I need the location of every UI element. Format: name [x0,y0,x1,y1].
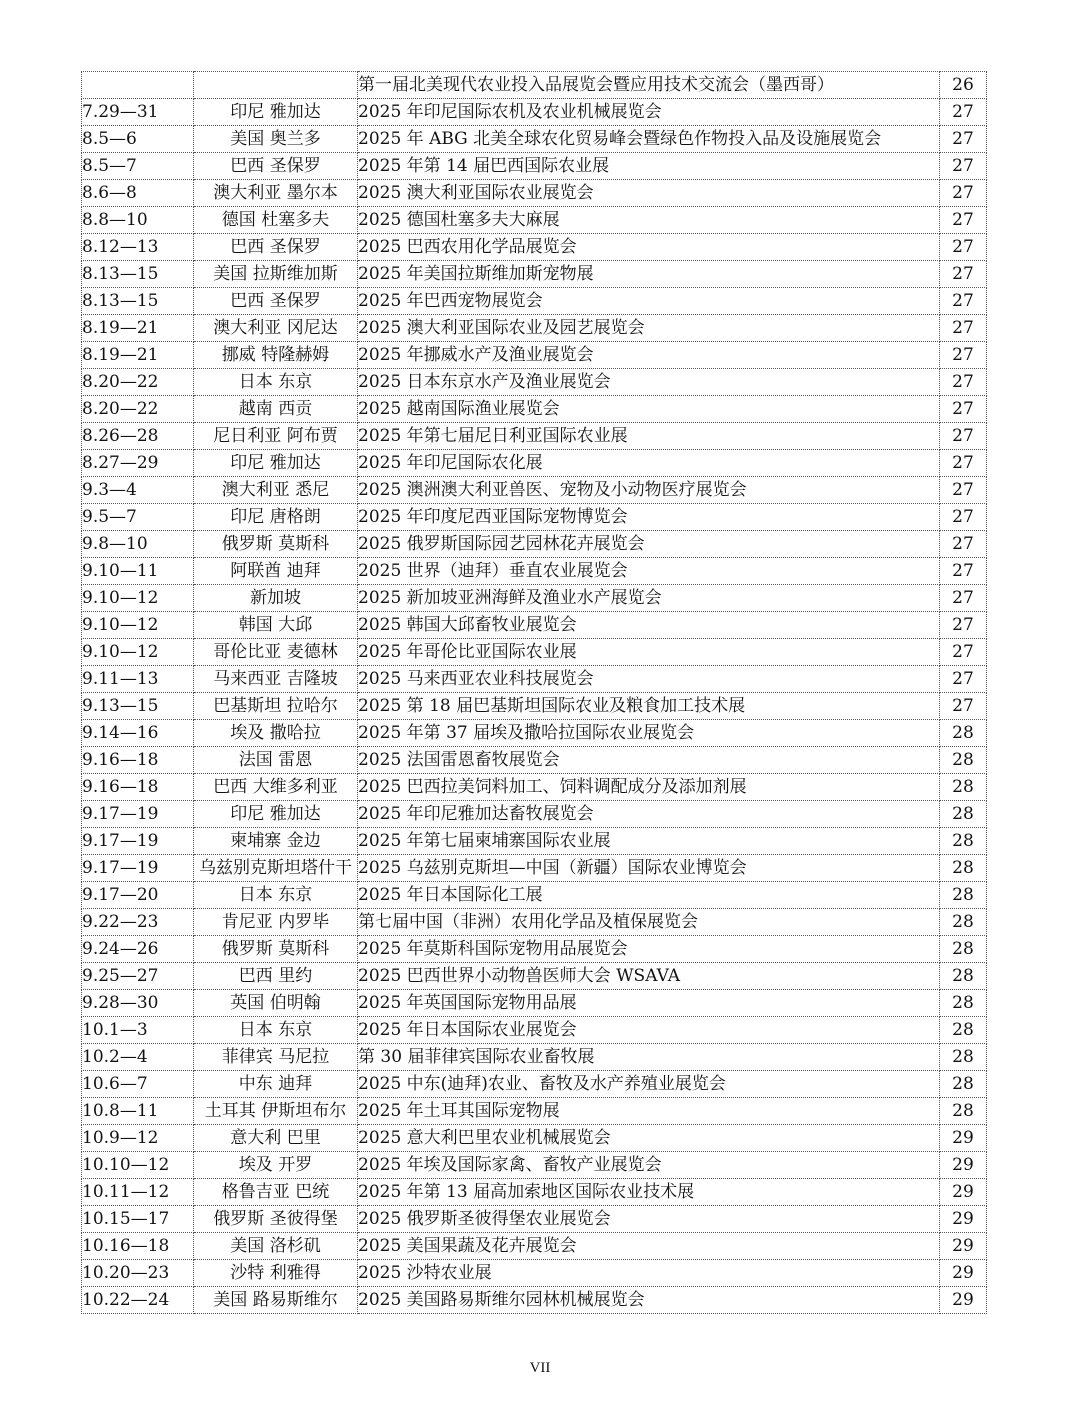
table-row [82,828,987,855]
location-cell: 印尼 雅加达 [194,450,358,477]
exhibition-name-cell: 2025 澳大利亚国际农业展览会 [358,180,940,207]
date-cell: 9.3—4 [82,477,194,504]
table-row [82,666,987,693]
table-row [82,477,987,504]
location-cell: 美国 奥兰多 [194,126,358,153]
table-row [82,882,987,909]
exhibition-name-cell: 2025 年土耳其国际宠物展 [358,1098,940,1125]
page-ref-cell: 29 [940,1233,987,1260]
page-ref-cell: 29 [940,1125,987,1152]
exhibition-name-cell: 2025 年挪威水产及渔业展览会 [358,342,940,369]
date-cell: 9.28—30 [82,990,194,1017]
table-row [82,1071,987,1098]
page-ref-cell: 27 [940,261,987,288]
page-ref-cell: 29 [940,1260,987,1287]
location-cell: 肯尼亚 内罗毕 [194,909,358,936]
page-ref-cell: 28 [940,1017,987,1044]
date-cell: 9.5—7 [82,504,194,531]
table-row [82,1098,987,1125]
location-cell: 日本 东京 [194,882,358,909]
date-cell: 8.13—15 [82,261,194,288]
date-cell: 10.8—11 [82,1098,194,1125]
location-cell: 菲律宾 马尼拉 [194,1044,358,1071]
table-row [82,1233,987,1260]
exhibition-name-cell: 2025 日本东京水产及渔业展览会 [358,369,940,396]
table-row [82,99,987,126]
exhibition-name-cell: 2025 年哥伦比亚国际农业展 [358,639,940,666]
location-cell: 中东 迪拜 [194,1071,358,1098]
table-row [82,1044,987,1071]
date-cell: 9.13—15 [82,693,194,720]
page-ref-cell: 27 [940,342,987,369]
page-ref-cell: 29 [940,1287,987,1314]
date-cell: 9.17—20 [82,882,194,909]
date-cell [82,72,194,99]
date-cell: 9.11—13 [82,666,194,693]
location-cell: 俄罗斯 莫斯科 [194,531,358,558]
date-cell: 8.5—7 [82,153,194,180]
table-row [82,342,987,369]
page-ref-cell: 27 [940,477,987,504]
table-row [82,207,987,234]
page-ref-cell: 27 [940,126,987,153]
exhibition-name-cell: 2025 年埃及国际家禽、畜牧产业展览会 [358,1152,940,1179]
table-row [82,693,987,720]
date-cell: 10.20—23 [82,1260,194,1287]
location-cell: 马来西亚 吉隆坡 [194,666,358,693]
exhibition-name-cell: 2025 年印尼国际农机及农业机械展览会 [358,99,940,126]
table-row [82,855,987,882]
schedule-body [82,72,987,1314]
exhibition-name-cell: 2025 巴西拉美饲料加工、饲料调配成分及添加剂展 [358,774,940,801]
location-cell: 尼日利亚 阿布贾 [194,423,358,450]
date-cell: 9.16—18 [82,774,194,801]
table-row [82,369,987,396]
table-row [82,720,987,747]
exhibition-name-cell: 2025 巴西世界小动物兽医师大会 WSAVA [358,963,940,990]
location-cell: 印尼 雅加达 [194,801,358,828]
page-ref-cell: 27 [940,639,987,666]
date-cell: 9.16—18 [82,747,194,774]
table-row [82,72,987,99]
date-cell: 10.10—12 [82,1152,194,1179]
exhibition-name-cell: 第 30 届菲律宾国际农业畜牧展 [358,1044,940,1071]
page-ref-cell: 29 [940,1152,987,1179]
exhibition-name-cell: 2025 俄罗斯国际园艺园林花卉展览会 [358,531,940,558]
exhibition-name-cell: 2025 年第 37 届埃及撒哈拉国际农业展览会 [358,720,940,747]
location-cell: 埃及 开罗 [194,1152,358,1179]
table-row [82,909,987,936]
location-cell: 哥伦比亚 麦德林 [194,639,358,666]
exhibition-name-cell: 2025 乌兹别克斯坦—中国（新疆）国际农业博览会 [358,855,940,882]
table-row [82,1206,987,1233]
location-cell: 新加坡 [194,585,358,612]
location-cell: 阿联酋 迪拜 [194,558,358,585]
page-ref-cell: 28 [940,882,987,909]
table-row [82,639,987,666]
table-row [82,396,987,423]
page-ref-cell: 27 [940,207,987,234]
page-ref-cell: 27 [940,666,987,693]
date-cell: 9.10—12 [82,639,194,666]
table-row [82,747,987,774]
date-cell: 10.9—12 [82,1125,194,1152]
exhibition-name-cell: 2025 年日本国际化工展 [358,882,940,909]
location-cell: 澳大利亚 冈尼达 [194,315,358,342]
page-ref-cell: 28 [940,990,987,1017]
exhibition-name-cell: 2025 新加坡亚洲海鲜及渔业水产展览会 [358,585,940,612]
table-row [82,315,987,342]
date-cell: 10.22—24 [82,1287,194,1314]
exhibition-name-cell: 2025 马来西亚农业科技展览会 [358,666,940,693]
location-cell: 澳大利亚 墨尔本 [194,180,358,207]
table-row [82,1152,987,1179]
location-cell: 巴基斯坦 拉哈尔 [194,693,358,720]
date-cell: 8.19—21 [82,315,194,342]
location-cell: 巴西 圣保罗 [194,234,358,261]
table-row [82,153,987,180]
table-row [82,126,987,153]
exhibition-name-cell: 2025 年第七届尼日利亚国际农业展 [358,423,940,450]
location-cell: 巴西 大维多利亚 [194,774,358,801]
exhibition-name-cell: 2025 世界（迪拜）垂直农业展览会 [358,558,940,585]
date-cell: 8.27—29 [82,450,194,477]
date-cell: 9.24—26 [82,936,194,963]
date-cell: 9.22—23 [82,909,194,936]
location-cell: 印尼 唐格朗 [194,504,358,531]
exhibition-name-cell: 2025 澳大利亚国际农业及园艺展览会 [358,315,940,342]
date-cell: 8.20—22 [82,396,194,423]
exhibition-name-cell: 第一届北美现代农业投入品展览会暨应用技术交流会（墨西哥） [358,72,940,99]
page-ref-cell: 27 [940,234,987,261]
location-cell: 土耳其 伊斯坦布尔 [194,1098,358,1125]
table-row [82,1287,987,1314]
date-cell: 10.1—3 [82,1017,194,1044]
table-row [82,585,987,612]
page-ref-cell: 27 [940,396,987,423]
page-ref-cell: 27 [940,315,987,342]
table-row [82,261,987,288]
table-row [82,612,987,639]
exhibition-name-cell: 2025 年第七届柬埔寨国际农业展 [358,828,940,855]
date-cell: 9.17—19 [82,855,194,882]
location-cell: 乌兹别克斯坦塔什干 [194,855,358,882]
exhibition-name-cell: 2025 沙特农业展 [358,1260,940,1287]
exhibition-name-cell: 2025 年第 13 届高加索地区国际农业技术展 [358,1179,940,1206]
page-ref-cell: 29 [940,1206,987,1233]
exhibition-name-cell: 2025 韩国大邱畜牧业展览会 [358,612,940,639]
exhibition-name-cell: 2025 年日本国际农业展览会 [358,1017,940,1044]
date-cell: 8.20—22 [82,369,194,396]
date-cell: 8.6—8 [82,180,194,207]
location-cell: 英国 伯明翰 [194,990,358,1017]
date-cell: 7.29—31 [82,99,194,126]
location-cell: 沙特 利雅得 [194,1260,358,1287]
location-cell: 美国 洛杉矶 [194,1233,358,1260]
page-ref-cell: 28 [940,1044,987,1071]
exhibition-name-cell: 2025 年英国国际宠物用品展 [358,990,940,1017]
exhibition-name-cell: 2025 德国杜塞多夫大麻展 [358,207,940,234]
exhibition-name-cell: 第七届中国（非洲）农用化学品及植保展览会 [358,909,940,936]
exhibition-name-cell: 2025 年莫斯科国际宠物用品展览会 [358,936,940,963]
location-cell: 意大利 巴里 [194,1125,358,1152]
date-cell: 9.14—16 [82,720,194,747]
page-ref-cell: 28 [940,720,987,747]
exhibition-name-cell: 2025 年美国拉斯维加斯宠物展 [358,261,940,288]
page-ref-cell: 28 [940,936,987,963]
page-ref-cell: 27 [940,612,987,639]
page-ref-cell: 27 [940,531,987,558]
exhibition-name-cell: 2025 美国路易斯维尔园林机械展览会 [358,1287,940,1314]
page-ref-cell: 27 [940,153,987,180]
exhibition-name-cell: 2025 俄罗斯圣彼得堡农业展览会 [358,1206,940,1233]
page-ref-cell: 28 [940,855,987,882]
location-cell: 法国 雷恩 [194,747,358,774]
date-cell: 10.11—12 [82,1179,194,1206]
page-ref-cell: 26 [940,72,987,99]
date-cell: 9.25—27 [82,963,194,990]
date-cell: 10.15—17 [82,1206,194,1233]
table-row [82,936,987,963]
exhibition-name-cell: 2025 年巴西宠物展览会 [358,288,940,315]
table-row [82,423,987,450]
location-cell: 日本 东京 [194,1017,358,1044]
exhibition-name-cell: 2025 年印尼雅加达畜牧展览会 [358,801,940,828]
date-cell: 9.8—10 [82,531,194,558]
page-ref-cell: 29 [940,1179,987,1206]
page-ref-cell: 27 [940,369,987,396]
exhibition-name-cell: 2025 美国果蔬及花卉展览会 [358,1233,940,1260]
location-cell: 埃及 撒哈拉 [194,720,358,747]
page-ref-cell: 28 [940,747,987,774]
page-ref-cell: 27 [940,585,987,612]
date-cell: 9.10—12 [82,612,194,639]
location-cell: 巴西 圣保罗 [194,288,358,315]
location-cell: 巴西 圣保罗 [194,153,358,180]
date-cell: 8.13—15 [82,288,194,315]
page-ref-cell: 27 [940,450,987,477]
date-cell: 9.10—11 [82,558,194,585]
exhibition-name-cell: 2025 年第 14 届巴西国际农业展 [358,153,940,180]
table-row [82,180,987,207]
page-ref-cell: 28 [940,774,987,801]
table-row [82,1179,987,1206]
exhibition-name-cell: 2025 巴西农用化学品展览会 [358,234,940,261]
location-cell: 日本 东京 [194,369,358,396]
date-cell: 8.26—28 [82,423,194,450]
date-cell: 9.17—19 [82,801,194,828]
table-row [82,450,987,477]
location-cell [194,72,358,99]
location-cell: 印尼 雅加达 [194,99,358,126]
date-cell: 8.5—6 [82,126,194,153]
exhibition-name-cell: 2025 年 ABG 北美全球农化贸易峰会暨绿色作物投入品及设施展览会 [358,126,940,153]
location-cell: 美国 路易斯维尔 [194,1287,358,1314]
table-row [82,1125,987,1152]
date-cell: 8.8—10 [82,207,194,234]
table-row [82,531,987,558]
location-cell: 格鲁吉亚 巴统 [194,1179,358,1206]
page-ref-cell: 28 [940,909,987,936]
page-ref-cell: 28 [940,801,987,828]
location-cell: 挪威 特隆赫姆 [194,342,358,369]
location-cell: 美国 拉斯维加斯 [194,261,358,288]
location-cell: 俄罗斯 莫斯科 [194,936,358,963]
date-cell: 9.10—12 [82,585,194,612]
page-ref-cell: 27 [940,180,987,207]
date-cell: 10.2—4 [82,1044,194,1071]
table-row [82,1260,987,1287]
exhibition-name-cell: 2025 中东(迪拜)农业、畜牧及水产养殖业展览会 [358,1071,940,1098]
table-row [82,990,987,1017]
location-cell: 韩国 大邱 [194,612,358,639]
table-row [82,504,987,531]
table-row [82,1017,987,1044]
page-ref-cell: 27 [940,99,987,126]
page-ref-cell: 27 [940,693,987,720]
exhibition-schedule-table [81,71,987,1314]
page-ref-cell: 28 [940,963,987,990]
table-row [82,963,987,990]
location-cell: 德国 杜塞多夫 [194,207,358,234]
exhibition-name-cell: 2025 年印尼国际农化展 [358,450,940,477]
table-row [82,234,987,261]
date-cell: 8.12—13 [82,234,194,261]
location-cell: 俄罗斯 圣彼得堡 [194,1206,358,1233]
location-cell: 澳大利亚 悉尼 [194,477,358,504]
location-cell: 巴西 里约 [194,963,358,990]
table-row [82,801,987,828]
exhibition-name-cell: 2025 意大利巴里农业机械展览会 [358,1125,940,1152]
exhibition-name-cell: 2025 澳洲澳大利亚兽医、宠物及小动物医疗展览会 [358,477,940,504]
table-row [82,774,987,801]
date-cell: 10.16—18 [82,1233,194,1260]
exhibition-name-cell: 2025 越南国际渔业展览会 [358,396,940,423]
page-number: VII [529,1360,551,1376]
date-cell: 8.19—21 [82,342,194,369]
table-row [82,288,987,315]
page-ref-cell: 28 [940,1098,987,1125]
page-ref-cell: 27 [940,504,987,531]
date-cell: 9.17—19 [82,828,194,855]
location-cell: 柬埔寨 金边 [194,828,358,855]
table-row [82,558,987,585]
page-ref-cell: 27 [940,558,987,585]
page-ref-cell: 27 [940,423,987,450]
location-cell: 越南 西贡 [194,396,358,423]
page-ref-cell: 27 [940,288,987,315]
page-ref-cell: 28 [940,1071,987,1098]
exhibition-name-cell: 2025 第 18 届巴基斯坦国际农业及粮食加工技术展 [358,693,940,720]
exhibition-name-cell: 2025 年印度尼西亚国际宠物博览会 [358,504,940,531]
page-ref-cell: 28 [940,828,987,855]
exhibition-name-cell: 2025 法国雷恩畜牧展览会 [358,747,940,774]
date-cell: 10.6—7 [82,1071,194,1098]
